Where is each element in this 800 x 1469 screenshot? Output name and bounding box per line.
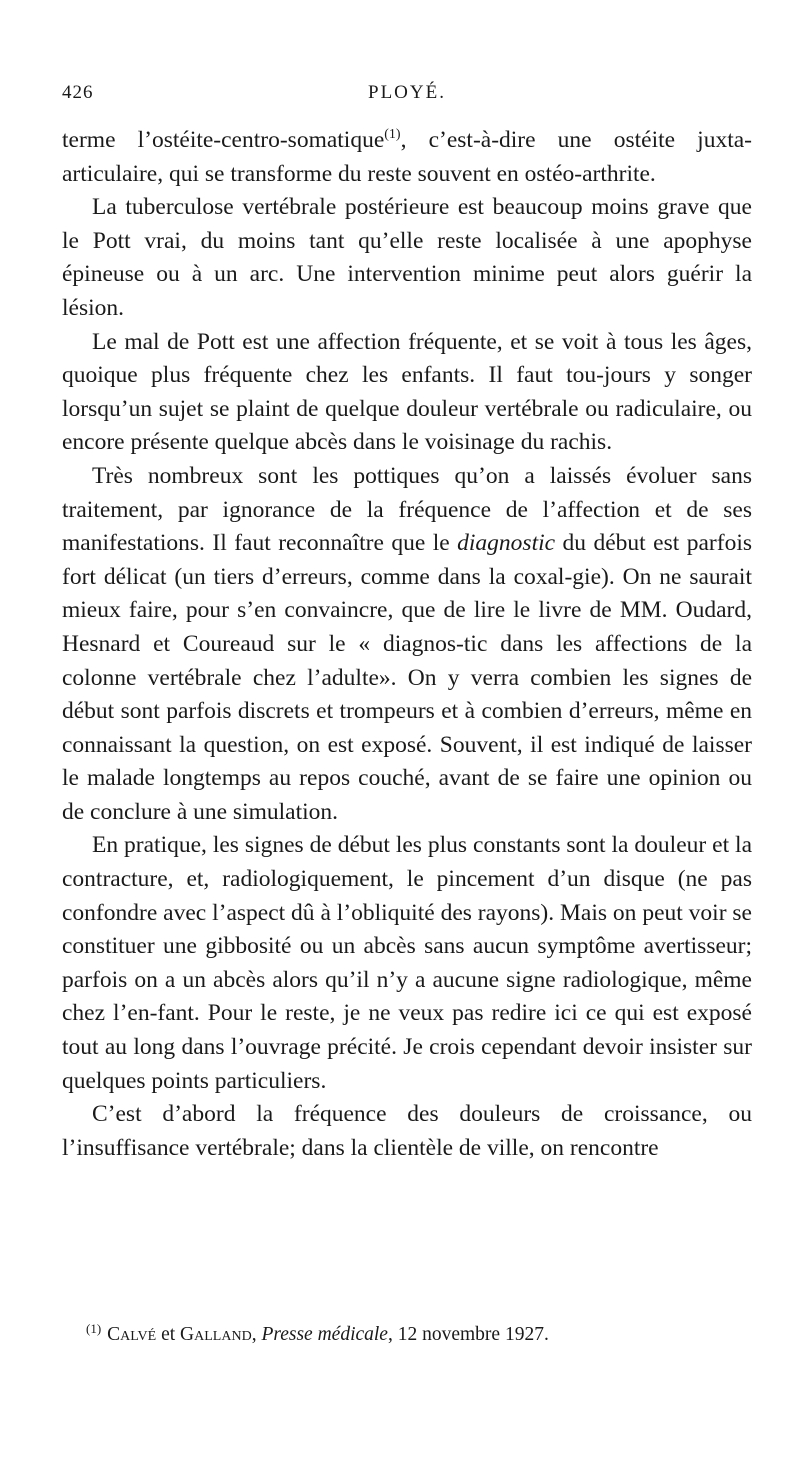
paragraph-3: Le mal de Pott est une affection fréquente, et se voit à tous les âges, quoique plus fréquente chez les enfants. Il faut tou-jours y songer lorsqu’un sujet se plaint de quelque douleur vertébrale ou radiculaire, ou encore présente quelque abcès dans le voisinage du rachis.	[62, 328, 752, 456]
footnote-mark: (1)	[86, 1320, 102, 1336]
body-text	[62, 124, 752, 1165]
footnote-reference: (1)	[384, 127, 401, 143]
page-number: 426	[62, 82, 94, 103]
paragraph-6: C’est d’abord la fréquence des douleurs de croissance, ou l’insuffisance vertébrale; dans la clientèle de ville, on rencontre	[62, 1101, 752, 1161]
paragraph-1-text-after: , c’est-à-dire une ostéite juxta-articulaire, qui se transforme du reste souvent en ostéo-arthrite.	[62, 127, 752, 187]
footnote-journal: Presse médicale	[261, 1324, 388, 1345]
footnote-separator: ,	[251, 1324, 262, 1345]
paragraph-4-italic: diagnostic	[457, 530, 556, 557]
page-header	[62, 82, 752, 112]
footnote	[86, 1322, 752, 1348]
footnote-date: , 12 novembre 1927.	[387, 1324, 549, 1345]
footnote-conjunction: et	[156, 1324, 181, 1345]
paragraph-5: En pratique, les signes de début les plus constants sont la douleur et la contracture, et, radiologiquement, le pincement d’un disque (ne pas confondre avec l’aspect dû à l’obliquité des rayons). Mais on peut voir se constituer une gibbosité ou un abcès sans aucun symptôme avertisseur; parfois on a un abcès alors qu’il n’y a aucune signe radiologique, même chez l’en-fant. Pour le reste, je ne veux pas redire ici ce qui est exposé tout au long dans l’ouvrage précité. Je crois cependant devoir insister sur quelques points particuliers.	[62, 832, 752, 1094]
footnote-author-1: Calvé	[107, 1324, 157, 1345]
paragraph-4-text-before: Très nombreux sont les pottiques qu’on a laissés évoluer sans traitement, par ignorance de la fréquence de l’affection et de ses manifestations. Il faut reconnaître que le	[62, 462, 752, 557]
paragraph-1-text: terme l’ostéite-centro-somatique	[62, 127, 385, 153]
running-head: PLOYÉ.	[368, 82, 446, 103]
paragraph-4	[62, 460, 752, 830]
footnote-author-2: Galland	[180, 1324, 252, 1345]
paragraph-4-text-after: du début est parfois fort délicat (un tiers d’erreurs, comme dans la coxal-gie). On ne saurait mieux faire, pour s’en convaincre, que de lire le livre de MM. Oudard, Hesnard et Coureaud sur le « diagnos-tic dans les affections de la colonne vertébrale chez l’adulte». On y verra combien les signes de début sont parfois discrets et trompeurs et à combien d’erreurs, même en connaissant la question, on est exposé. Souvent, il est indiqué de laisser le malade longtemps au repos couché, avant de se faire une opinion ou de conclure à une simulation.	[62, 530, 752, 825]
paragraph-1	[62, 124, 752, 191]
paragraph-2: La tuberculose vertébrale postérieure est beaucoup moins grave que le Pott vrai, du moins tant qu’elle reste localisée à une apophyse épineuse ou à un arc. Une intervention minime peut alors guérir la lésion.	[62, 194, 752, 321]
